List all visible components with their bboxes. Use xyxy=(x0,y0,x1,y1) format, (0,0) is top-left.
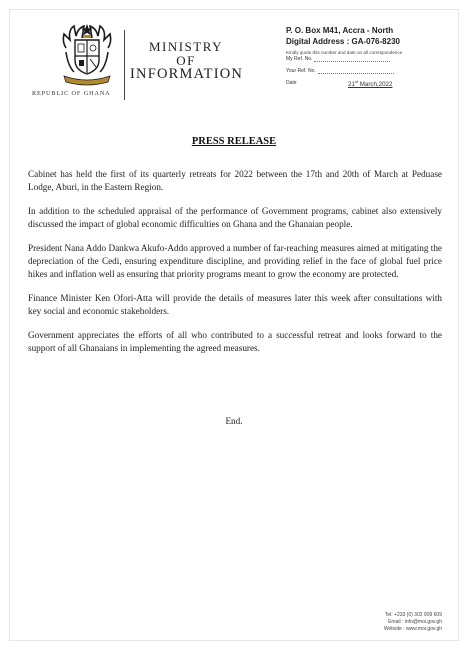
date-value xyxy=(348,79,392,88)
address-block xyxy=(286,25,456,55)
paragraph: Finance Minister Ken Ofori-Atta will provide the details of measures later this week after consultations with key social and economic stakeholders. xyxy=(28,293,442,316)
my-ref-line xyxy=(314,56,390,62)
paragraph: Cabinet has held the first of its quarterly retreats for 2022 between the 17th and 20th of March at Peduase Lodge, Aburi, in the Eastern Region. xyxy=(28,169,442,192)
your-ref-label: Your Ref. No. xyxy=(286,68,316,74)
date-field xyxy=(286,79,393,89)
your-ref-line xyxy=(318,68,394,74)
ministry-name xyxy=(130,40,242,83)
footer-website: Website : www.moi.gov.gh xyxy=(383,626,442,632)
press-release-heading: PRESS RELEASE xyxy=(191,136,277,147)
your-ref-field xyxy=(286,68,394,74)
paragraph: Government appreciates the efforts of all who contributed to a successful retreat and looks forward to the support of all Ghanaians in implementing the agreed measures. xyxy=(28,330,442,353)
ministry-line-3: INFORMATION xyxy=(130,66,244,83)
contact-footer xyxy=(292,612,442,633)
document-page xyxy=(10,10,458,640)
quote-note: Kindly quote this number and date on all correspondence xyxy=(286,50,403,55)
paragraph: In addition to the scheduled appraisal of the performance of Government programs, cabinet also extensively discussed the impact of global economic difficulties on Ghana and the Ghanaian people. xyxy=(28,206,442,229)
date-label: Date xyxy=(286,80,297,86)
footer-email: Email : info@moi.gov.gh xyxy=(388,619,442,625)
po-box: P. O. Box M41, Accra - North xyxy=(286,26,394,35)
date-rest: March,2022 xyxy=(358,81,393,89)
coat-of-arms-logo xyxy=(58,22,116,86)
digital-address: Digital Address : GA-076-8230 xyxy=(286,37,400,46)
end-marker: End. xyxy=(225,416,243,426)
date-suffix: st xyxy=(354,79,359,84)
release-body xyxy=(28,168,442,366)
republic-label: REPUBLIC OF GHANA xyxy=(32,90,111,97)
date-day: 21 xyxy=(348,81,355,89)
my-ref-label: My Ref. No. xyxy=(286,56,313,62)
footer-tel: Tel: +233 (0) 302 909 609 xyxy=(384,612,442,618)
letterhead-divider xyxy=(124,30,125,100)
ministry-line-1: MINISTRY xyxy=(148,39,224,54)
paragraph: President Nana Addo Dankwa Akufo-Addo approved a number of far-reaching measures aimed at mitigating the depreciation of the Cedi, ensuring expenditure discipline, and providing relief in the face of global fuel price hikes and inflation well as ensuring that priority programs meant to grow the economy are protected. xyxy=(28,243,442,279)
ministry-line-2: OF xyxy=(176,52,196,68)
my-ref-field xyxy=(286,56,390,62)
